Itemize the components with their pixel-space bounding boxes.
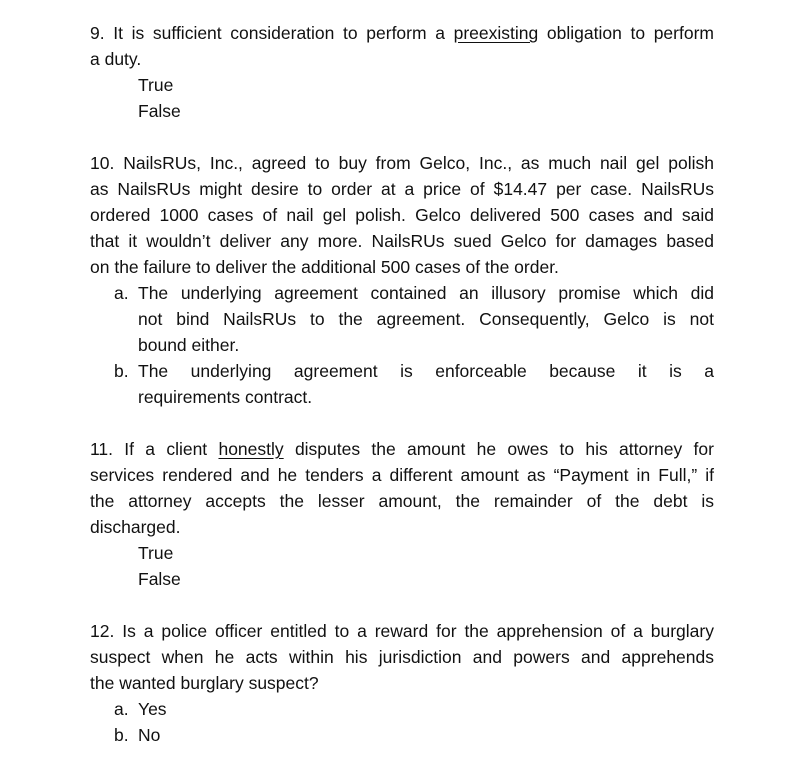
question-10-line-5: on the failure to deliver the additional 500 cases of the order.: [90, 257, 559, 277]
question-10-options: [90, 280, 714, 410]
question-12-option-b[interactable]: [90, 722, 714, 748]
question-12-option-a[interactable]: [90, 696, 714, 722]
question-10-option-a-line-1: The underlying agreement contained an illusory promise which did: [138, 283, 714, 303]
question-10-line-3: ordered 1000 cases of nail gel polish. Gelco delivered 500 cases and said: [90, 205, 714, 225]
question-10-option-b-line-1: The underlying agreement is enforceable because it is a: [138, 361, 714, 381]
question-10-line-2: as NailsRUs might desire to order at a price of $14.47 per case. NailsRUs: [90, 179, 714, 199]
question-12-line-2: suspect when he acts within his jurisdiction and powers and apprehends: [90, 647, 714, 667]
question-11-line-3: the attorney accepts the lesser amount, the remainder of the debt is: [90, 491, 714, 511]
question-11-line-1: [90, 436, 714, 462]
spacer: [90, 592, 714, 618]
question-9-choices: [90, 72, 714, 124]
question-9-text-after: obligation to perform: [546, 23, 714, 43]
question-11: [90, 436, 714, 540]
option-marker: b.: [114, 361, 129, 381]
question-9-number: 9.: [90, 23, 105, 43]
question-12-options: [90, 696, 714, 748]
question-11-choice-true[interactable]: True: [138, 543, 174, 563]
document-page: [90, 20, 714, 748]
question-10: [90, 150, 714, 280]
question-12-option-b-label: No: [138, 725, 161, 745]
question-12-line-1: 12. Is a police officer entitled to a reward for the apprehension of a burglary: [90, 621, 714, 641]
spacer: [90, 410, 714, 436]
question-11-choice-false[interactable]: False: [138, 569, 181, 589]
question-9-choice-false[interactable]: False: [138, 101, 181, 121]
question-11-underlined-word: honestly: [218, 439, 284, 459]
question-10-option-a-line-2: not bind NailsRUs to the agreement. Consequently, Gelco is not: [138, 309, 714, 329]
question-12-line-3: the wanted burglary suspect?: [90, 673, 319, 693]
question-10-option-b-line-2: requirements contract.: [138, 387, 313, 407]
question-9-line-2: a duty.: [90, 49, 142, 69]
question-10-option-a[interactable]: [90, 280, 714, 358]
question-12: [90, 618, 714, 696]
option-marker: a.: [114, 699, 129, 719]
question-9: [90, 20, 714, 72]
question-10-option-b[interactable]: [90, 358, 714, 410]
spacer: [90, 124, 714, 150]
question-9-underlined-word: preexisting: [453, 23, 539, 43]
question-9-text-before: It is sufficient consideration to perform a: [113, 23, 445, 43]
question-11-choices: [90, 540, 714, 592]
option-marker: b.: [114, 725, 129, 745]
question-9-choice-true[interactable]: True: [138, 75, 174, 95]
question-11-text-after: disputes the amount he owes to his attorney for: [294, 439, 714, 459]
question-11-text-before: 11. If a client: [90, 439, 208, 459]
question-10-line-1: 10. NailsRUs, Inc., agreed to buy from Gelco, Inc., as much nail gel polish: [90, 153, 714, 173]
question-10-option-a-line-3: bound either.: [138, 335, 240, 355]
question-10-line-4: that it wouldn’t deliver any more. NailsRUs sued Gelco for damages based: [90, 231, 714, 251]
question-11-line-2: services rendered and he tenders a different amount as “Payment in Full,” if: [90, 465, 714, 485]
question-12-option-a-label: Yes: [138, 699, 167, 719]
option-marker: a.: [114, 283, 129, 303]
question-11-line-4: discharged.: [90, 517, 181, 537]
question-9-line-1: [90, 20, 714, 46]
